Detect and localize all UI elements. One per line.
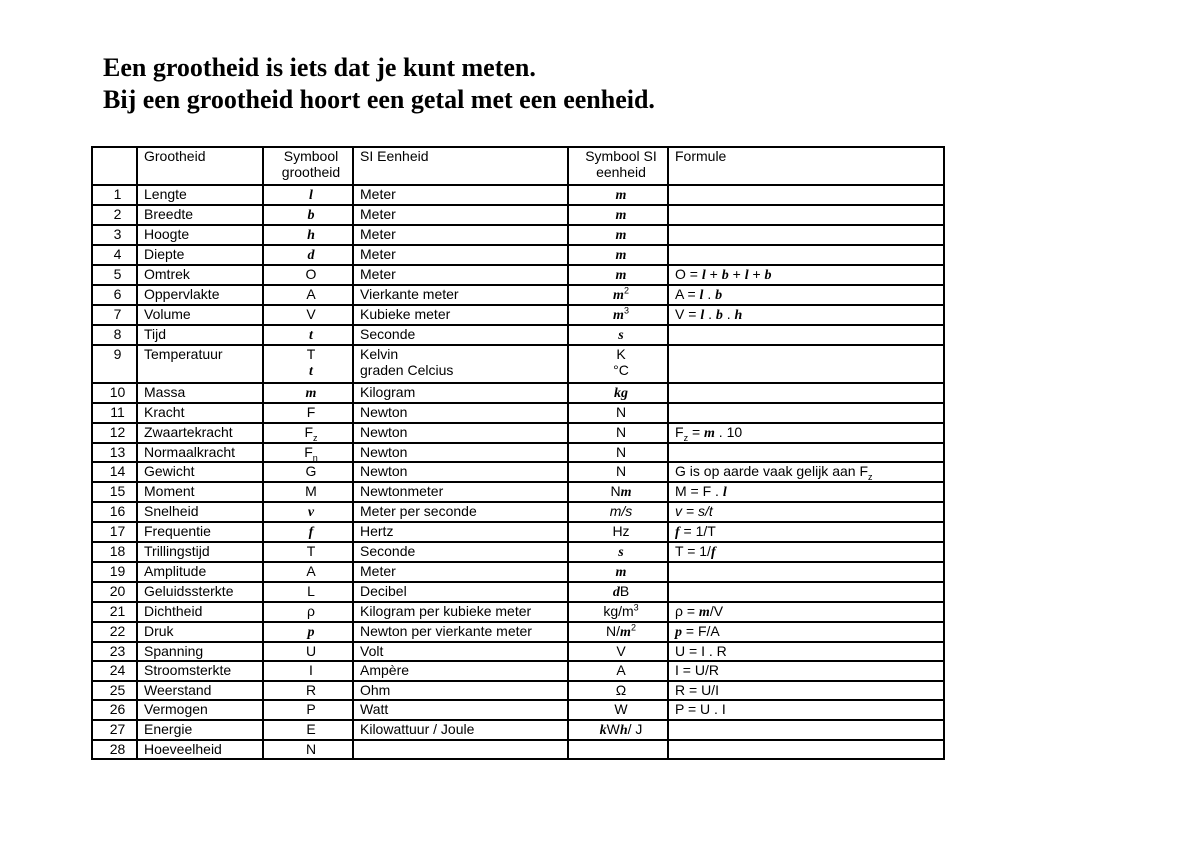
cell-symbool-si: Ω: [568, 681, 668, 701]
row-number: 26: [92, 700, 137, 720]
cell-formule: v = s/t: [668, 502, 944, 522]
cell-formule: [668, 582, 944, 602]
cell-si-eenheid: Vierkante meter: [353, 285, 568, 305]
cell-formule: [668, 403, 944, 423]
cell-symbool: t: [263, 325, 353, 345]
cell-symbool-si: dB: [568, 582, 668, 602]
table-row: [92, 205, 944, 225]
row-number: 24: [92, 661, 137, 681]
cell-formule: $F_z = m$ . 10: [668, 423, 944, 443]
cell-symbool-si: m: [568, 245, 668, 265]
header-grootheid: Grootheid: [137, 147, 263, 185]
cell-symbool-si: V: [568, 642, 668, 662]
cell-symbool-si: K °C: [568, 345, 668, 383]
table-row: [92, 740, 944, 760]
cell-symbool-si: [568, 740, 668, 760]
cell-symbool: A: [263, 285, 353, 305]
table-row: [92, 245, 944, 265]
cell-si-eenheid: Kilowattuur / Joule: [353, 720, 568, 740]
cell-si-eenheid: Watt: [353, 700, 568, 720]
cell-formule: M = F . l: [668, 482, 944, 502]
table-row: [92, 325, 944, 345]
cell-symbool: d: [263, 245, 353, 265]
cell-symbool-si: Hz: [568, 522, 668, 542]
cell-formule: [668, 383, 944, 403]
table-row: [92, 383, 944, 403]
cell-grootheid: Weerstand: [137, 681, 263, 701]
cell-grootheid: Frequentie: [137, 522, 263, 542]
table-row: [92, 700, 944, 720]
header-nr: [92, 147, 137, 185]
cell-si-eenheid: Kubieke meter: [353, 305, 568, 325]
cell-formule: ρ = m/V: [668, 602, 944, 622]
cell-si-eenheid: Newton: [353, 443, 568, 463]
cell-symbool: h: [263, 225, 353, 245]
cell-si-eenheid: Meter: [353, 225, 568, 245]
cell-formule: [668, 325, 944, 345]
row-number: 19: [92, 562, 137, 582]
cell-symbool: T: [263, 542, 353, 562]
cell-symbool: f: [263, 522, 353, 542]
row-number: 11: [92, 403, 137, 423]
cell-si-eenheid: Newton: [353, 462, 568, 482]
cell-si-eenheid: Kilogram: [353, 383, 568, 403]
cell-si-eenheid: [353, 740, 568, 760]
table-row: [92, 225, 944, 245]
table-row: [92, 542, 944, 562]
cell-si-eenheid: Meter: [353, 205, 568, 225]
cell-grootheid: Lengte: [137, 185, 263, 205]
row-number: 12: [92, 423, 137, 443]
cell-symbool-si: W: [568, 700, 668, 720]
cell-grootheid: Trillingstijd: [137, 542, 263, 562]
header-symbool-si: Symbool SI eenheid: [568, 147, 668, 185]
table-row: [92, 443, 944, 463]
cell-grootheid: Energie: [137, 720, 263, 740]
cell-symbool-si: m: [568, 205, 668, 225]
cell-symbool-si: kg: [568, 383, 668, 403]
cell-symbool: A: [263, 562, 353, 582]
cell-si-eenheid: Kelvin graden Celcius: [353, 345, 568, 383]
table-row: [92, 285, 944, 305]
table-row: [92, 502, 944, 522]
table-row: [92, 582, 944, 602]
table-row: [92, 462, 944, 482]
cell-symbool: M: [263, 482, 353, 502]
cell-si-eenheid: Meter: [353, 245, 568, 265]
cell-formule: f = 1/T: [668, 522, 944, 542]
cell-symbool-si: s: [568, 542, 668, 562]
row-number: 9: [92, 345, 137, 383]
cell-symbool-si: N: [568, 443, 668, 463]
row-number: 25: [92, 681, 137, 701]
heading-line-1: Een grootheid is iets dat je kunt meten.: [103, 53, 536, 82]
cell-symbool: l: [263, 185, 353, 205]
cell-grootheid: Spanning: [137, 642, 263, 662]
row-number: 28: [92, 740, 137, 760]
cell-si-eenheid: Newton per vierkante meter: [353, 622, 568, 642]
cell-symbool: p: [263, 622, 353, 642]
row-number: 6: [92, 285, 137, 305]
row-number: 10: [92, 383, 137, 403]
cell-symbool: E: [263, 720, 353, 740]
cell-symbool-si: m: [568, 562, 668, 582]
table-row: [92, 482, 944, 502]
header-symbool: Symbool grootheid: [263, 147, 353, 185]
page-heading: [103, 52, 655, 116]
cell-formule: O = l + b + l + b: [668, 265, 944, 285]
cell-symbool: N: [263, 740, 353, 760]
cell-formule: T = 1/f: [668, 542, 944, 562]
cell-formule: [668, 345, 944, 383]
row-number: 2: [92, 205, 137, 225]
cell-symbool-si: m/s: [568, 502, 668, 522]
table-row: [92, 305, 944, 325]
cell-formule: V = l . b . h: [668, 305, 944, 325]
row-number: 21: [92, 602, 137, 622]
cell-si-eenheid: Newton: [353, 423, 568, 443]
table-row: [92, 403, 944, 423]
cell-symbool-si: Nm: [568, 482, 668, 502]
cell-formule: [668, 185, 944, 205]
cell-symbool: F: [263, 403, 353, 423]
cell-formule: U = I . R: [668, 642, 944, 662]
row-number: 5: [92, 265, 137, 285]
row-number: 4: [92, 245, 137, 265]
cell-symbool: I: [263, 661, 353, 681]
table-row: [92, 602, 944, 622]
cell-formule: G is op aarde vaak gelijk aan $F_z$: [668, 462, 944, 482]
row-number: 15: [92, 482, 137, 502]
cell-symbool: $F_z$: [263, 423, 353, 443]
cell-symbool: U: [263, 642, 353, 662]
table-row: [92, 345, 944, 383]
cell-si-eenheid: Ohm: [353, 681, 568, 701]
cell-grootheid: Breedte: [137, 205, 263, 225]
cell-formule: [668, 245, 944, 265]
cell-grootheid: Vermogen: [137, 700, 263, 720]
cell-si-eenheid: Meter: [353, 185, 568, 205]
cell-grootheid: Dichtheid: [137, 602, 263, 622]
cell-formule: [668, 205, 944, 225]
table-row: [92, 423, 944, 443]
cell-formule: P = U . I: [668, 700, 944, 720]
header-formule: Formule: [668, 147, 944, 185]
cell-symbool-si: s: [568, 325, 668, 345]
cell-formule: p = F/A: [668, 622, 944, 642]
row-number: 20: [92, 582, 137, 602]
cell-si-eenheid: Newton: [353, 403, 568, 423]
cell-si-eenheid: Seconde: [353, 325, 568, 345]
table-row: [92, 720, 944, 740]
cell-symbool: O: [263, 265, 353, 285]
cell-symbool: $F_n$: [263, 443, 353, 463]
cell-formule: R = U/I: [668, 681, 944, 701]
cell-symbool-si: N: [568, 423, 668, 443]
cell-si-eenheid: Kilogram per kubieke meter: [353, 602, 568, 622]
cell-symbool: L: [263, 582, 353, 602]
row-number: 8: [92, 325, 137, 345]
cell-grootheid: Druk: [137, 622, 263, 642]
cell-grootheid: Kracht: [137, 403, 263, 423]
cell-grootheid: Hoogte: [137, 225, 263, 245]
cell-grootheid: Moment: [137, 482, 263, 502]
cell-grootheid: Hoeveelheid: [137, 740, 263, 760]
cell-symbool-si: $m^2$: [568, 285, 668, 305]
cell-si-eenheid: Ampère: [353, 661, 568, 681]
table-row: [92, 622, 944, 642]
row-number: 22: [92, 622, 137, 642]
cell-si-eenheid: Volt: [353, 642, 568, 662]
cell-symbool: T t: [263, 345, 353, 383]
cell-formule: [668, 225, 944, 245]
table-row: [92, 642, 944, 662]
cell-symbool: ρ: [263, 602, 353, 622]
cell-si-eenheid: Meter per seconde: [353, 502, 568, 522]
cell-grootheid: Gewicht: [137, 462, 263, 482]
row-number: 16: [92, 502, 137, 522]
cell-si-eenheid: Meter: [353, 562, 568, 582]
cell-symbool-si: m: [568, 225, 668, 245]
table-header-row: [92, 147, 944, 185]
cell-symbool-si: $m^3$: [568, 305, 668, 325]
cell-formule: [668, 562, 944, 582]
cell-grootheid: Normaalkracht: [137, 443, 263, 463]
table-row: [92, 661, 944, 681]
cell-grootheid: Tijd: [137, 325, 263, 345]
cell-symbool: R: [263, 681, 353, 701]
cell-si-eenheid: Newtonmeter: [353, 482, 568, 502]
quantities-table: [91, 146, 945, 760]
cell-grootheid: Amplitude: [137, 562, 263, 582]
cell-grootheid: Stroomsterkte: [137, 661, 263, 681]
table-body: [92, 185, 944, 759]
table-row: [92, 185, 944, 205]
cell-grootheid: Volume: [137, 305, 263, 325]
cell-formule: [668, 720, 944, 740]
cell-grootheid: Zwaartekracht: [137, 423, 263, 443]
cell-symbool: m: [263, 383, 353, 403]
cell-symbool: G: [263, 462, 353, 482]
row-number: 17: [92, 522, 137, 542]
header-si-eenheid: SI Eenheid: [353, 147, 568, 185]
row-number: 23: [92, 642, 137, 662]
cell-symbool-si: A: [568, 661, 668, 681]
cell-formule: A = l . b: [668, 285, 944, 305]
cell-symbool: V: [263, 305, 353, 325]
cell-symbool-si: $N/m^2$: [568, 622, 668, 642]
cell-si-eenheid: Hertz: [353, 522, 568, 542]
cell-si-eenheid: Seconde: [353, 542, 568, 562]
cell-symbool: P: [263, 700, 353, 720]
cell-si-eenheid: Meter: [353, 265, 568, 285]
cell-grootheid: Omtrek: [137, 265, 263, 285]
cell-symbool-si: m: [568, 265, 668, 285]
row-number: 14: [92, 462, 137, 482]
heading-line-2: Bij een grootheid hoort een getal met een eenheid.: [103, 85, 655, 114]
table-row: [92, 265, 944, 285]
row-number: 3: [92, 225, 137, 245]
cell-grootheid: Diepte: [137, 245, 263, 265]
cell-grootheid: Snelheid: [137, 502, 263, 522]
table-row: [92, 522, 944, 542]
row-number: 7: [92, 305, 137, 325]
cell-symbool: v: [263, 502, 353, 522]
cell-symbool: b: [263, 205, 353, 225]
cell-symbool-si: N: [568, 403, 668, 423]
cell-formule: I = U/R: [668, 661, 944, 681]
cell-symbool-si: N: [568, 462, 668, 482]
cell-si-eenheid: Decibel: [353, 582, 568, 602]
table-row: [92, 681, 944, 701]
cell-grootheid: Oppervlakte: [137, 285, 263, 305]
cell-grootheid: Temperatuur: [137, 345, 263, 383]
cell-formule: [668, 740, 944, 760]
cell-formule: [668, 443, 944, 463]
cell-symbool-si: $kg/m^3$: [568, 602, 668, 622]
row-number: 1: [92, 185, 137, 205]
cell-grootheid: Massa: [137, 383, 263, 403]
row-number: 27: [92, 720, 137, 740]
cell-grootheid: Geluidssterkte: [137, 582, 263, 602]
cell-symbool-si: kWh/ J: [568, 720, 668, 740]
row-number: 13: [92, 443, 137, 463]
cell-symbool-si: m: [568, 185, 668, 205]
table-row: [92, 562, 944, 582]
row-number: 18: [92, 542, 137, 562]
